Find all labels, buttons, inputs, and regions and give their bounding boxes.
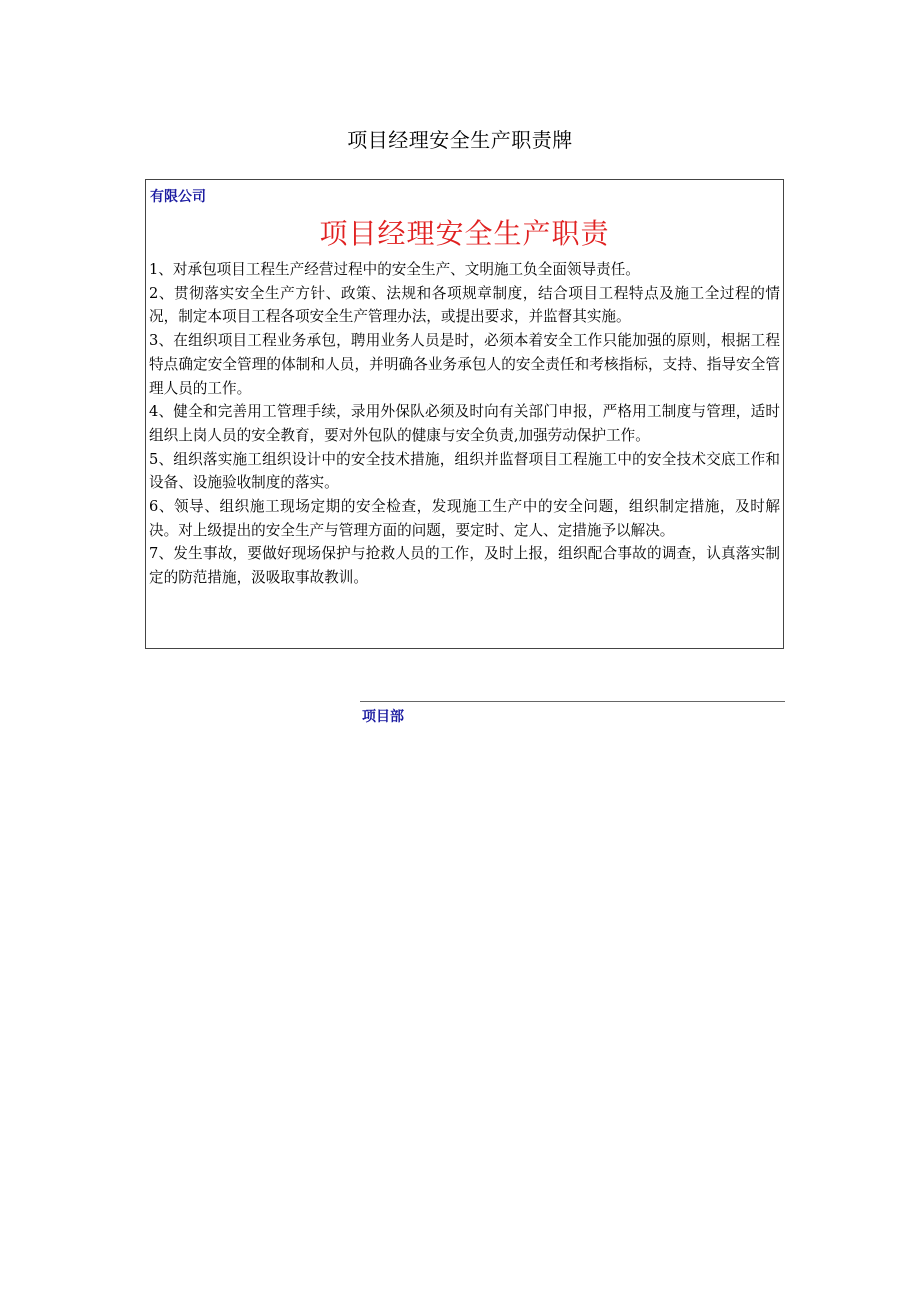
signature-line: [360, 701, 785, 702]
duty-item: 2、贯彻落实安全生产方针、政策、法规和各项规章制度，结合项目工程特点及施工全过程的情况，制定本项目工程各项安全生产管理办法，或提出要求，并监督其实施。: [149, 284, 780, 326]
duty-item: 7、发生事故，要做好现场保护与抢救人员的工作，及时上报，组织配合事故的调查，认真落实制定的防范措施，汲吸取事故教训。: [149, 545, 780, 587]
duty-item: 5、组织落实施工组织设计中的安全技术措施，组织并监督项目工程施工中的安全技术交底工作和设备、设施验收制度的落实。: [149, 450, 780, 492]
company-name: 有限公司: [150, 189, 206, 205]
responsibility-board: [145, 179, 784, 649]
duty-item: 1、对承包项目工程生产经营过程中的安全生产、文明施工负全面领导责任。: [149, 261, 640, 278]
duty-item: 6、领导、组织施工现场定期的安全检查，发现施工生产中的安全问题，组织制定措施，及时解决。对上级提出的安全生产与管理方面的问题，要定时、定人、定措施予以解决。: [149, 498, 780, 539]
board-title: 项目经理安全生产职责: [319, 217, 610, 250]
footer-label: 项目部: [362, 709, 404, 725]
document-title: 项目经理安全生产职责牌: [347, 128, 573, 152]
duty-list: [149, 258, 780, 590]
duty-item: 4、健全和完善用工管理手续，录用外保队必须及时向有关部门申报，严格用工制度与管理，适时组织上岗人员的安全教育，要对外包队的健康与安全负责,加强劳动保护工作。: [149, 403, 780, 444]
duty-item: 3、在组织项目工程业务承包，聘用业务人员是时，必须本着安全工作只能加强的原则，根据工程特点确定安全管理的体制和人员，并明确各业务承包人的安全责任和考核指标，支持、指导安全管理人员的工作。: [149, 332, 780, 397]
